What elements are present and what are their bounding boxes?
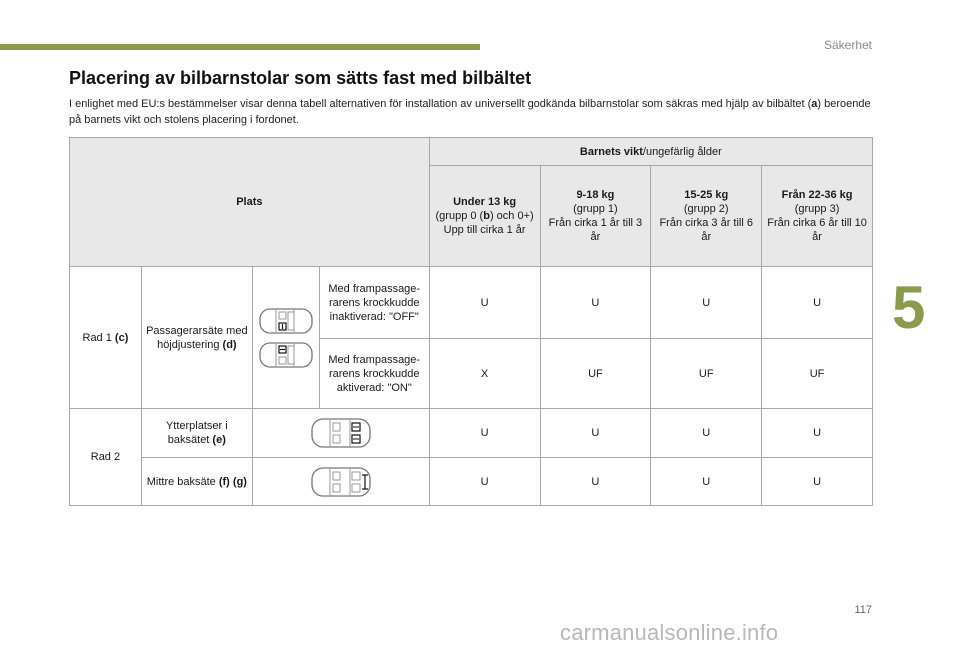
table-row — [70, 409, 873, 458]
col-header-group-0: Under 13 kg (grupp 0 (b) och 0+) Upp till cirka 1 år — [429, 166, 540, 267]
chapter-number: 5 — [892, 274, 926, 341]
value-cell: U — [651, 267, 762, 339]
watermark: carmanualsonline.info — [560, 620, 779, 645]
value-cell: U — [762, 458, 873, 506]
col-header-group-1: 9-18 kg (grupp 1) Från cirka 1 år till 3 år — [540, 166, 651, 267]
seat-diagram-front — [252, 267, 319, 409]
airbag-off-label: Med frampassage-rarens krockkudde inaktiverad: "OFF" — [319, 267, 429, 339]
intro-text: I enlighet med EU:s bestämmelser visar denna tabell alternativen för installation av universellt godkända bilbarnstolar som säkras med hjälp av bilbältet (a) beroende på barnets vikt och stolens placering i fordonet. — [69, 98, 871, 126]
car-seat-rear-middle-icon — [310, 465, 372, 499]
value-cell: U — [540, 409, 651, 458]
seat-label-passenger: Passagerarsäte med höjdjustering (d) — [141, 267, 252, 409]
col-header-group-3: Från 22-36 kg (grupp 3) Från cirka 6 år till 10 år — [762, 166, 873, 267]
value-cell: U — [429, 409, 540, 458]
value-cell: UF — [651, 339, 762, 409]
value-cell: U — [762, 409, 873, 458]
value-cell: U — [540, 267, 651, 339]
value-cell: UF — [540, 339, 651, 409]
seat-label-outer: Ytterplatser i baksätet (e) — [141, 409, 252, 458]
row-label-rad1: Rad 1 (c) — [70, 267, 142, 409]
value-cell: UF — [762, 339, 873, 409]
value-cell: U — [762, 267, 873, 339]
seat-diagram-rear-middle — [252, 458, 429, 506]
plats-header: Plats — [70, 138, 430, 267]
weight-header: Barnets vikt/ungefärlig ålder — [429, 138, 872, 166]
value-cell: U — [651, 409, 762, 458]
table-row — [70, 267, 873, 339]
seat-diagram-rear-outer — [252, 409, 429, 458]
col-header-group-2: 15-25 kg (grupp 2) Från cirka 3 år till 6 år — [651, 166, 762, 267]
car-seat-front-on-icon — [258, 340, 314, 370]
car-seat-front-off-icon — [258, 306, 314, 336]
section-label: Säkerhet — [823, 38, 872, 52]
car-seat-rear-outer-icon — [310, 416, 372, 450]
header-accent-bar — [0, 44, 480, 50]
table-row — [70, 458, 873, 506]
airbag-on-label: Med frampassage-rarens krockkudde aktiverad: "ON" — [319, 339, 429, 409]
value-cell: U — [429, 458, 540, 506]
seat-label-middle: Mittre baksäte (f) (g) — [141, 458, 252, 506]
value-cell: U — [651, 458, 762, 506]
row-label-rad2: Rad 2 — [70, 409, 142, 506]
value-cell: X — [429, 339, 540, 409]
value-cell: U — [540, 458, 651, 506]
value-cell: U — [429, 267, 540, 339]
page-title: Placering av bilbarnstolar som sätts fast med bilbältet — [69, 68, 532, 88]
child-seat-table — [69, 137, 873, 506]
page-number: 117 — [854, 604, 872, 616]
